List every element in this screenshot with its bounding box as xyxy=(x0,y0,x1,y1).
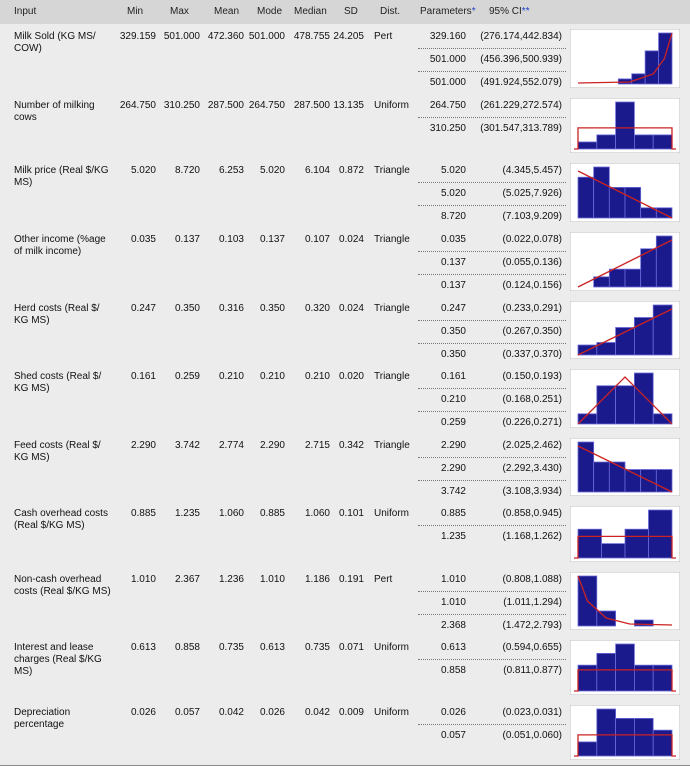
dist-value: Pert xyxy=(374,574,393,585)
table-row xyxy=(0,635,690,701)
ci-value: (4.345,5.457) xyxy=(502,165,562,176)
max-value: 0.057 xyxy=(174,707,200,718)
input-label: Non-cash overhead costs (Real $/KG MS) xyxy=(14,574,111,597)
ci-value: (3.108,3.934) xyxy=(502,486,562,497)
histogram-bar xyxy=(634,718,653,756)
parameters-footnote-mark: * xyxy=(471,6,476,17)
header-min: Min xyxy=(127,6,144,17)
sd-value: 24.205 xyxy=(333,31,364,42)
histogram-bar xyxy=(597,709,616,756)
histogram-bar xyxy=(634,665,653,691)
histogram-bar xyxy=(634,373,653,424)
histogram-bar xyxy=(616,102,635,149)
histogram-bar xyxy=(578,742,597,756)
parameter-value: 0.137 xyxy=(440,280,466,291)
mode-value: 2.290 xyxy=(259,440,285,451)
sd-value: 0.009 xyxy=(338,707,364,718)
max-value: 501.000 xyxy=(163,31,200,42)
sd-value: 0.024 xyxy=(338,234,364,245)
histogram-bar xyxy=(597,653,616,691)
ci-value: (0.051,0.060) xyxy=(502,730,562,741)
median-value: 1.186 xyxy=(304,574,330,585)
median-value: 2.715 xyxy=(304,440,330,451)
parameter-value: 501.000 xyxy=(429,77,466,88)
input-label: Other income (%age of milk income) xyxy=(14,234,106,257)
histogram-bar xyxy=(578,665,597,691)
parameter-divider xyxy=(418,205,566,206)
median-value: 0.107 xyxy=(304,234,330,245)
mode-value: 501.000 xyxy=(248,31,285,42)
parameter-divider xyxy=(418,117,566,118)
ci-value: (7.103,9.209) xyxy=(502,211,562,222)
parameter-value: 1.010 xyxy=(440,597,466,608)
histogram-bar xyxy=(578,529,602,558)
median-value: 287.500 xyxy=(293,100,330,111)
histogram-bar xyxy=(594,167,610,218)
histogram-triangle-left xyxy=(570,438,680,496)
table-row xyxy=(0,433,690,502)
parameter-value: 0.350 xyxy=(440,349,466,360)
ci-value: (0.055,0.136) xyxy=(502,257,562,268)
header-max: Max xyxy=(170,6,189,17)
parameter-value: 0.137 xyxy=(440,257,466,268)
parameter-divider xyxy=(418,343,566,344)
min-value: 0.026 xyxy=(130,707,156,718)
mean-value: 0.042 xyxy=(218,707,244,718)
header-parameters: Parameters* xyxy=(420,6,476,17)
histogram-uniform xyxy=(570,98,680,153)
max-value: 310.250 xyxy=(163,100,200,111)
ci-value: (0.226,0.271) xyxy=(502,417,562,428)
input-label: Cash overhead costs (Real $/KG MS) xyxy=(14,508,108,531)
ci-value: (0.267,0.350) xyxy=(502,326,562,337)
parameter-value: 1.235 xyxy=(440,531,466,542)
min-value: 2.290 xyxy=(130,440,156,451)
sd-value: 0.020 xyxy=(338,371,364,382)
parameter-value: 2.290 xyxy=(440,463,466,474)
histogram-bar xyxy=(653,665,672,691)
ci-value: (1.011,1.294) xyxy=(503,597,562,608)
parameter-value: 0.026 xyxy=(440,707,466,718)
parameter-divider xyxy=(418,525,566,526)
ci-value: (0.811,0.877) xyxy=(503,665,562,676)
mode-value: 0.210 xyxy=(259,371,285,382)
histogram-bar xyxy=(616,644,635,691)
mean-value: 2.774 xyxy=(218,440,244,451)
parameter-divider xyxy=(418,320,566,321)
parameter-value: 2.368 xyxy=(440,620,466,631)
header-dist: Dist. xyxy=(380,6,400,17)
histogram-triangle-sym xyxy=(570,369,680,428)
histogram-bar xyxy=(653,305,672,355)
ci-value: (2.025,2.462) xyxy=(502,440,562,451)
histogram-bar xyxy=(653,730,672,756)
ci-value: (0.150,0.193) xyxy=(502,371,562,382)
histogram-triangle-right xyxy=(570,232,680,291)
histogram-bar xyxy=(609,462,625,492)
header-median: Median xyxy=(294,6,327,17)
min-value: 0.613 xyxy=(130,642,156,653)
parameter-value: 264.750 xyxy=(429,100,466,111)
max-value: 3.742 xyxy=(174,440,200,451)
parameter-value: 0.885 xyxy=(440,508,466,519)
input-label: Depreciation percentage xyxy=(14,707,71,730)
table-row xyxy=(0,567,690,636)
table-row xyxy=(0,24,690,94)
sd-value: 0.101 xyxy=(338,508,364,519)
ci-value: (456.396,500.939) xyxy=(480,54,562,65)
histogram-bar xyxy=(625,187,641,218)
table-row xyxy=(0,501,690,568)
ci-value: (2.292,3.430) xyxy=(502,463,562,474)
mode-value: 0.350 xyxy=(259,303,285,314)
parameter-value: 0.057 xyxy=(440,730,466,741)
min-value: 329.159 xyxy=(119,31,156,42)
histogram-uniform xyxy=(570,705,680,760)
mode-value: 5.020 xyxy=(259,165,285,176)
parameter-divider xyxy=(418,48,566,49)
input-label: Interest and lease charges (Real $/KG MS) xyxy=(14,642,102,677)
ci-value: (0.594,0.655) xyxy=(502,642,562,653)
ci-value: (0.808,1.088) xyxy=(502,574,562,585)
min-value: 5.020 xyxy=(130,165,156,176)
max-value: 0.858 xyxy=(174,642,200,653)
dist-value: Triangle xyxy=(374,371,410,382)
ci-value: (0.124,0.156) xyxy=(502,280,562,291)
sd-value: 0.342 xyxy=(338,440,364,451)
ci-value: (301.547,313.789) xyxy=(480,123,562,134)
parameter-value: 0.247 xyxy=(440,303,466,314)
table-row xyxy=(0,700,690,766)
parameter-value: 0.259 xyxy=(440,417,466,428)
histogram-bar xyxy=(578,177,594,218)
parameter-value: 0.210 xyxy=(440,394,466,405)
table-row xyxy=(0,227,690,297)
header-mode: Mode xyxy=(257,6,283,17)
parameter-value: 1.010 xyxy=(440,574,466,585)
parameter-value: 0.035 xyxy=(440,234,466,245)
parameter-value: 501.000 xyxy=(429,54,466,65)
min-value: 1.010 xyxy=(130,574,156,585)
sd-value: 0.024 xyxy=(338,303,364,314)
histogram-bar xyxy=(578,142,597,149)
ci-value: (0.022,0.078) xyxy=(502,234,562,245)
parameter-value: 0.858 xyxy=(440,665,466,676)
mode-value: 0.885 xyxy=(259,508,285,519)
parameter-value: 5.020 xyxy=(440,165,466,176)
histogram-pert-left xyxy=(570,572,680,630)
ci-value: (276.174,442.834) xyxy=(480,31,562,42)
dist-value: Pert xyxy=(374,31,393,42)
histogram-triangle-left xyxy=(570,163,680,222)
input-label: Feed costs (Real $/ KG MS) xyxy=(14,440,101,463)
histogram-bar xyxy=(594,462,610,492)
dist-value: Uniform xyxy=(374,707,410,718)
input-label: Number of milking cows xyxy=(14,100,95,123)
histogram-bar xyxy=(602,544,626,558)
histogram-bar xyxy=(609,269,625,287)
parameter-value: 0.350 xyxy=(440,326,466,337)
dist-value: Triangle xyxy=(374,440,410,451)
sd-value: 0.872 xyxy=(338,165,364,176)
sd-value: 0.071 xyxy=(338,642,364,653)
parameter-divider xyxy=(418,480,566,481)
input-label: Herd costs (Real $/ KG MS) xyxy=(14,303,100,326)
max-value: 0.350 xyxy=(174,303,200,314)
ci-footnote-mark: ** xyxy=(521,6,530,17)
histogram-uniform xyxy=(570,640,680,695)
input-label: Milk Sold (KG MS/ COW) xyxy=(14,31,96,54)
median-value: 0.735 xyxy=(304,642,330,653)
parameter-divider xyxy=(418,274,566,275)
median-value: 0.210 xyxy=(304,371,330,382)
dist-value: Uniform xyxy=(374,100,410,111)
table-row xyxy=(0,158,690,228)
mode-value: 0.026 xyxy=(259,707,285,718)
ci-value: (261.229,272.574) xyxy=(480,100,562,111)
header-ci: 95% CI** xyxy=(489,6,530,17)
mean-value: 1.060 xyxy=(218,508,244,519)
median-value: 1.060 xyxy=(304,508,330,519)
parameter-value: 0.161 xyxy=(440,371,466,382)
mean-value: 6.253 xyxy=(218,165,244,176)
mode-value: 0.137 xyxy=(259,234,285,245)
parameter-value: 2.290 xyxy=(440,440,466,451)
median-value: 0.042 xyxy=(304,707,330,718)
histogram-triangle-right xyxy=(570,301,680,359)
parameter-divider xyxy=(418,411,566,412)
ci-value: (0.858,0.945) xyxy=(502,508,562,519)
min-value: 0.035 xyxy=(130,234,156,245)
sd-value: 13.135 xyxy=(333,100,364,111)
mode-value: 264.750 xyxy=(248,100,285,111)
parameter-value: 3.742 xyxy=(440,486,466,497)
ci-value: (1.168,1.262) xyxy=(502,531,562,542)
histogram-pert-right xyxy=(570,29,680,88)
histogram-bar xyxy=(653,135,672,149)
histogram-bar xyxy=(625,529,649,558)
mean-value: 0.316 xyxy=(218,303,244,314)
histogram-bar xyxy=(649,510,673,558)
mean-value: 0.103 xyxy=(218,234,244,245)
ci-value: (5.025,7.926) xyxy=(502,188,562,199)
input-label: Milk price (Real $/KG MS) xyxy=(14,165,109,188)
ci-value: (1.472,2.793) xyxy=(502,620,562,631)
parameter-divider xyxy=(418,591,566,592)
dist-value: Triangle xyxy=(374,303,410,314)
max-value: 8.720 xyxy=(174,165,200,176)
mean-value: 1.236 xyxy=(218,574,244,585)
dist-value: Triangle xyxy=(374,165,410,176)
max-value: 2.367 xyxy=(174,574,200,585)
parameter-divider xyxy=(418,388,566,389)
mean-value: 287.500 xyxy=(207,100,244,111)
median-value: 6.104 xyxy=(304,165,330,176)
header-input: Input xyxy=(14,6,37,17)
table-header xyxy=(0,0,690,26)
table-row xyxy=(0,93,690,159)
max-value: 0.259 xyxy=(174,371,200,382)
table-row xyxy=(0,296,690,365)
parameter-divider xyxy=(418,251,566,252)
min-value: 0.247 xyxy=(130,303,156,314)
histogram-bar xyxy=(597,135,616,149)
parameter-divider xyxy=(418,614,566,615)
parameter-divider xyxy=(418,724,566,725)
min-value: 0.885 xyxy=(130,508,156,519)
histogram-bar xyxy=(645,51,658,84)
dist-value: Triangle xyxy=(374,234,410,245)
parameter-divider xyxy=(418,71,566,72)
histogram-uniform xyxy=(570,506,680,562)
parameter-value: 329.160 xyxy=(429,31,466,42)
ci-value: (0.168,0.251) xyxy=(502,394,562,405)
histogram-bar xyxy=(616,386,635,424)
input-label: Shed costs (Real $/ KG MS) xyxy=(14,371,102,394)
histogram-bar xyxy=(616,718,635,756)
ci-value: (0.337,0.370) xyxy=(502,349,562,360)
parameter-value: 310.250 xyxy=(429,123,466,134)
ci-value: (0.233,0.291) xyxy=(502,303,562,314)
median-value: 478.755 xyxy=(293,31,330,42)
dist-value: Uniform xyxy=(374,642,410,653)
header-mean: Mean xyxy=(214,6,240,17)
median-value: 0.320 xyxy=(304,303,330,314)
parameter-divider xyxy=(418,182,566,183)
max-value: 0.137 xyxy=(174,234,200,245)
ci-value: (0.023,0.031) xyxy=(502,707,562,718)
mean-value: 0.210 xyxy=(218,371,244,382)
parameter-divider xyxy=(418,659,566,660)
min-value: 264.750 xyxy=(119,100,156,111)
mode-value: 0.613 xyxy=(259,642,285,653)
ci-value: (491.924,552.079) xyxy=(480,77,562,88)
header-sd: SD xyxy=(344,6,358,17)
mean-value: 0.735 xyxy=(218,642,244,653)
histogram-bar xyxy=(609,187,625,218)
dist-value: Uniform xyxy=(374,508,410,519)
max-value: 1.235 xyxy=(174,508,200,519)
sd-value: 0.191 xyxy=(338,574,364,585)
table-row xyxy=(0,364,690,434)
histogram-bar xyxy=(597,386,616,424)
mode-value: 1.010 xyxy=(259,574,285,585)
parameter-value: 8.720 xyxy=(440,211,466,222)
histogram-bar xyxy=(634,135,653,149)
min-value: 0.161 xyxy=(130,371,156,382)
histogram-bar xyxy=(625,269,641,287)
mean-value: 472.360 xyxy=(207,31,244,42)
parameter-divider xyxy=(418,457,566,458)
parameter-value: 5.020 xyxy=(440,188,466,199)
parameter-value: 0.613 xyxy=(440,642,466,653)
